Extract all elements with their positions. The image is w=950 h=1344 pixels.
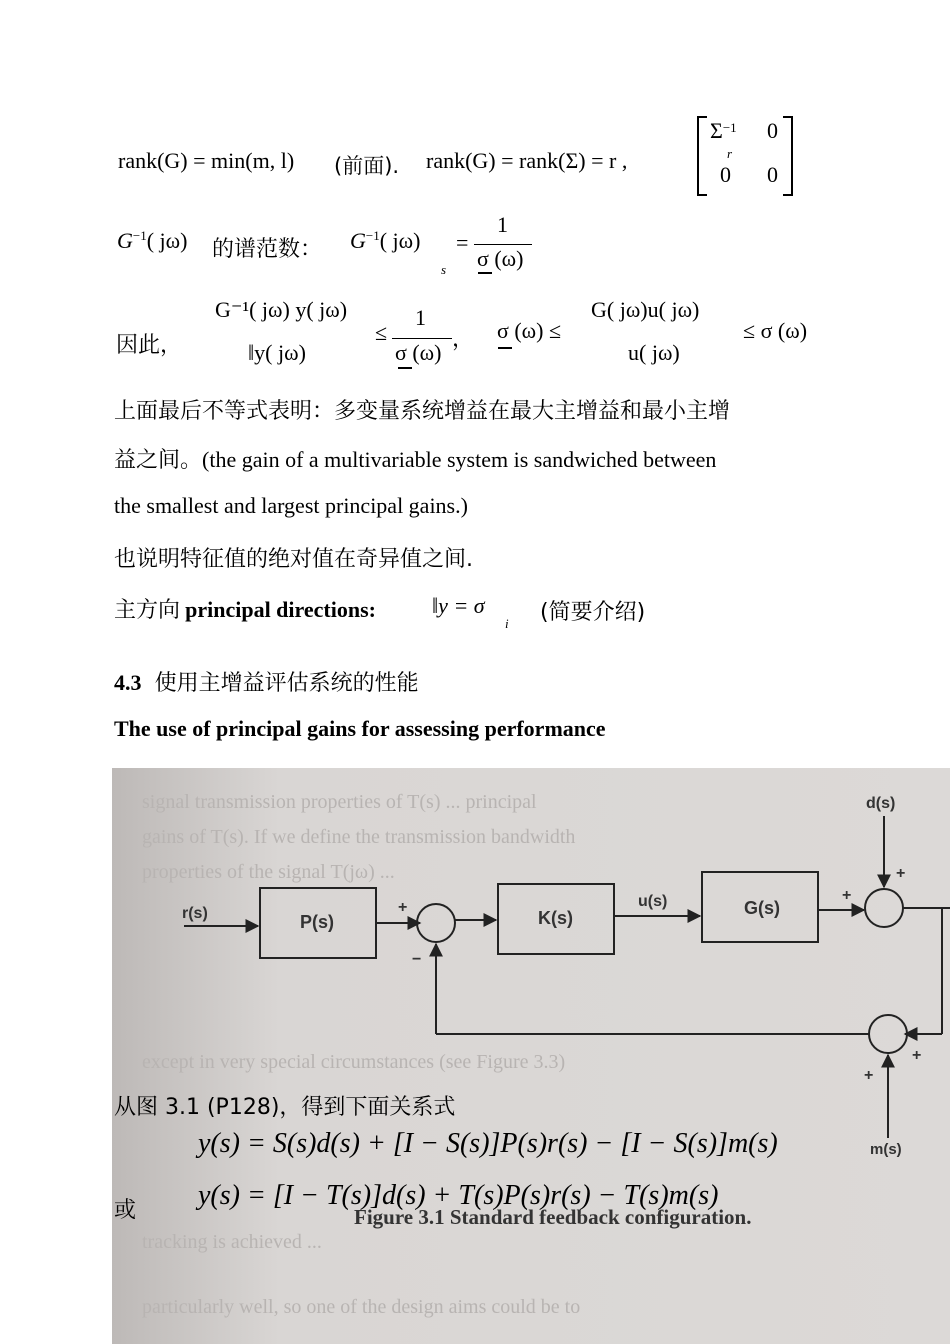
matrix-a11: $\Sigma^{-1}$	[710, 118, 737, 143]
block-diagram	[112, 768, 950, 1344]
g-inverse-norm: $G^{-1}$( jω)	[350, 228, 421, 253]
plus-sign-3: +	[896, 865, 906, 882]
paragraph-line-1: 上面最后不等式表明：多变量系统增益在最大主增益和最小主增	[114, 399, 731, 424]
fraction-denominator: σ (ω)	[477, 246, 524, 271]
svg-text:except in very special circums: except in very special circumstances (see Figure 3.3)	[142, 1051, 566, 1073]
g-block-label: G(s)	[744, 898, 780, 918]
p-block-label: P(s)	[300, 912, 335, 932]
paragraph-line-3: the smallest and largest principal gains.)	[114, 493, 468, 518]
inequality-frac1-num: G⁻¹( jω) y( jω)	[215, 297, 348, 322]
sigma-min-bar	[478, 272, 492, 274]
comma: ，	[452, 326, 475, 351]
relation-equation-2: y(s) = [I − T(s)]d(s) + T(s)P(s)r(s) − T(s)m(s)	[198, 1180, 719, 1211]
d-signal-label: d(s)	[866, 795, 896, 812]
scanned-figure	[112, 768, 950, 1344]
inequality-frac2-num: 1	[415, 305, 426, 330]
rank-min-equation: rank(G) = min(m, l)	[118, 148, 295, 173]
svg-text:tracking is achieved ...: tracking is achieved ...	[142, 1231, 322, 1253]
relation-equation-1: y(s) = S(s)d(s) + [I − S(s)]P(s)r(s) − [I − S(s)]m(s)	[198, 1128, 778, 1159]
principal-directions-line: 主方向 principal directions:	[114, 597, 376, 623]
eigenvalue-note: 也说明特征值的绝对值在奇异值之间.	[114, 547, 473, 572]
or-label: 或	[114, 1198, 137, 1223]
sigma-min-bar-2	[398, 367, 412, 369]
inequality-frac2-den: σ (ω)	[395, 340, 442, 365]
brief-intro-note: (简要介绍)	[540, 600, 646, 625]
section-heading: 4.3 使用主增益评估系统的性能	[114, 670, 419, 696]
therefore-label: 因此，	[116, 333, 183, 358]
plus-sign-5: +	[864, 1067, 874, 1084]
relation-intro: 从图 3.1 (P128)，得到下面关系式	[114, 1095, 456, 1120]
matrix-a22: 0	[767, 162, 778, 187]
g-inverse-lhs: $G^{-1}$( jω)	[117, 228, 188, 253]
matrix-a12: 0	[767, 118, 778, 143]
spectral-norm-label: 的谱范数：	[212, 237, 323, 262]
plus-sign-4: +	[912, 1047, 922, 1064]
inequality-frac3-num: G( jω)u( jω)	[591, 297, 700, 322]
svg-text:gains of T(s). If we define th: gains of T(s). If we define the transmission bandwidth	[142, 826, 576, 848]
rank-sigma-equation: rank(G) = rank(Σ) = r ,	[426, 148, 628, 173]
fraction-bar-2	[392, 338, 452, 339]
plus-sign-2: +	[842, 887, 852, 904]
r-signal-label: r(s)	[182, 905, 208, 922]
norm-subscript: s	[441, 262, 447, 277]
minus-sign-1: −	[412, 951, 422, 968]
inequality-frac1-den: ‖y( jω)	[248, 340, 306, 365]
figure-caption: Figure 3.1 Standard feedback configuration.	[354, 1205, 752, 1229]
m-signal-label: m(s)	[870, 1141, 902, 1158]
leq-sign-1: ≤	[375, 320, 388, 345]
svg-text:particularly well, so one of t: particularly well, so one of the design aims could be to	[142, 1296, 581, 1318]
plus-sign-1: +	[398, 899, 408, 916]
sigma-min-leq: σ (ω) ≤	[497, 318, 562, 343]
svg-text:properties of the signal T(jω): properties of the signal T(jω) ...	[142, 861, 395, 883]
matrix-a21: 0	[720, 162, 731, 187]
principal-directions-formula: ‖y = σ	[432, 593, 485, 618]
equals-sign: =	[456, 230, 469, 255]
section-english-title: The use of principal gains for assessing performance	[114, 716, 606, 741]
inequality-frac3-den: u( jω)	[628, 340, 680, 365]
sigma-max-bound: ≤ σ (ω)	[743, 318, 808, 343]
front-note: (前面).	[334, 154, 400, 178]
fraction-bar	[474, 244, 532, 245]
fraction-numerator: 1	[497, 212, 508, 237]
k-block-label: K(s)	[538, 908, 573, 928]
u-signal-label: u(s)	[638, 893, 668, 910]
sigma-min-bar-3	[498, 347, 512, 349]
matrix-a11-sub: r	[727, 146, 733, 161]
paragraph-line-2: 益之间。(the gain of a multivariable system is sandwiched between	[114, 447, 717, 473]
formula-subscript: i	[505, 616, 509, 631]
svg-text:signal transmission properties: signal transmission properties of T(s) ... principal	[142, 791, 537, 813]
